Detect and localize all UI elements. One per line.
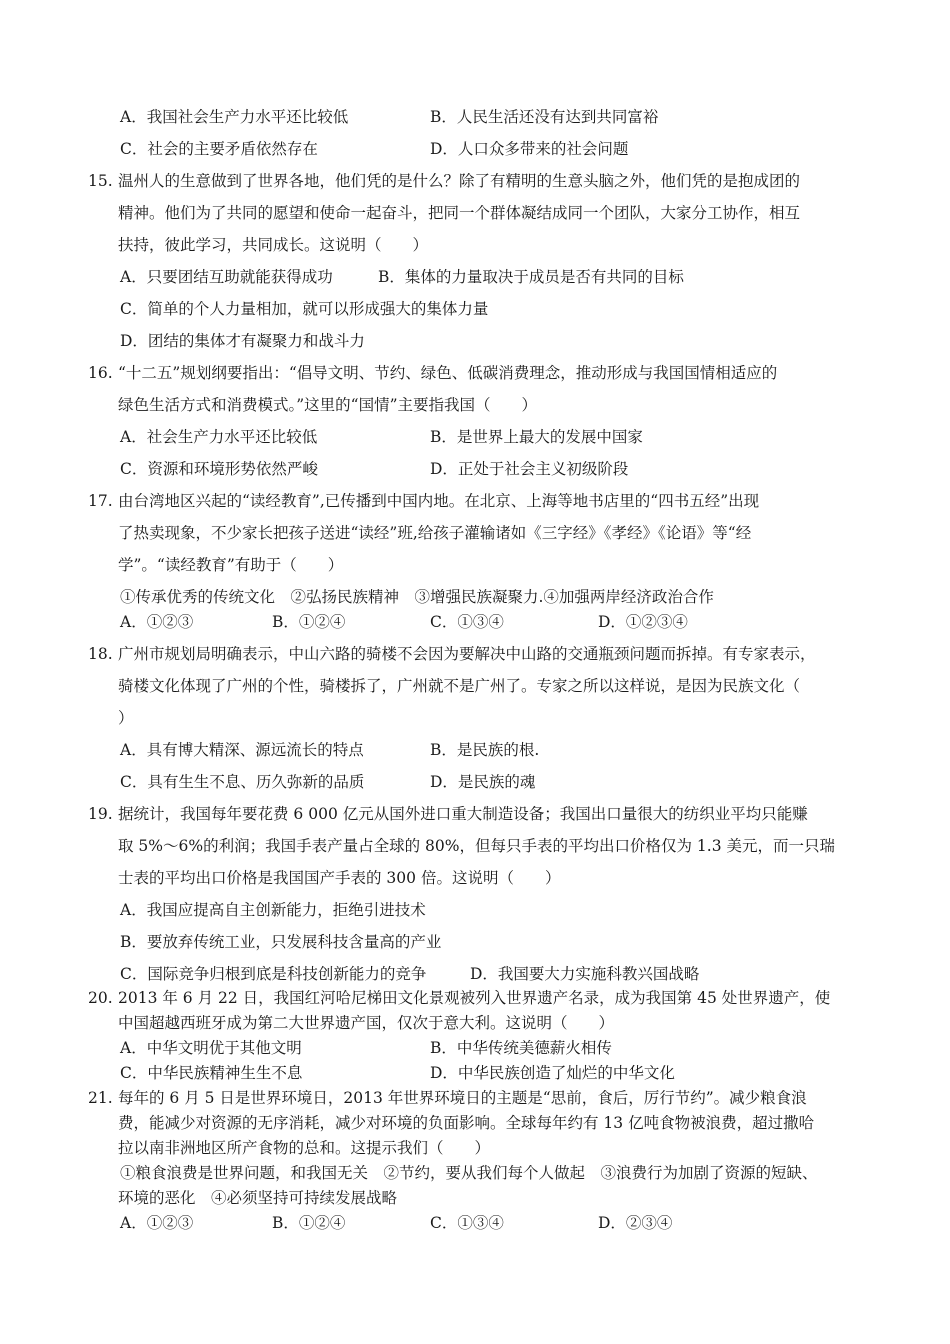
q15-stem-line-2: 精神。他们为了共同的愿望和使命一起奋斗，把同一个群体凝结成同一个团队，大家分工协作，相互 xyxy=(118,204,801,222)
q16-stem-line-1 xyxy=(88,363,777,383)
q16-number: 16. xyxy=(88,364,113,382)
q17-option-c: C．①③④ xyxy=(430,613,504,631)
q17-stem-line-1 xyxy=(88,491,759,511)
q15-stem-line-1 xyxy=(88,171,800,191)
q21-option-d: D．②③④ xyxy=(598,1214,673,1232)
q18-option-d: D．是民族的魂 xyxy=(430,773,536,791)
q17-stem-line-2: 了热卖现象，不少家长把孩子送进“读经”班,给孩子灌输诸如《三字经》《孝经》《论语》等“经 xyxy=(118,524,752,542)
q15-stem-text-1: 温州人的生意做到了世界各地，他们凭的是什么？除了有精明的生意头脑之外，他们凭的是抱成团的 xyxy=(118,172,801,190)
q16-stem-text-1: “十二五”规划纲要指出：“倡导文明、节约、绿色、低碳消费理念，推动形成与我国国情相适应的 xyxy=(118,364,778,382)
q18-stem-text-1: 广州市规划局明确表示，中山六路的骑楼不会因为要解决中山路的交通瓶颈问题而拆掉。有专家表示， xyxy=(118,645,816,663)
q15-stem-line-3: 扶持，彼此学习，共同成长。这说明（ ） xyxy=(118,236,429,254)
q21-option-a: A．①②③ xyxy=(120,1214,194,1232)
q15-option-d: D．团结的集体才有凝聚力和战斗力 xyxy=(120,332,365,350)
q20-option-a: A．中华文明优于其他文明 xyxy=(120,1039,302,1057)
q19-option-a: A．我国应提高自主创新能力，拒绝引进技术 xyxy=(120,901,426,919)
q17-stem-text-1: 由台湾地区兴起的“读经教育”,已传播到中国内地。在北京、上海等地书店里的“四书五经”出现 xyxy=(118,492,760,510)
q20-option-b: B．中华传统美德薪火相传 xyxy=(430,1039,612,1057)
q19-option-c: C．国际竞争归根到底是科技创新能力的竞争 xyxy=(120,965,427,983)
q20-number: 20. xyxy=(88,989,113,1007)
q17-option-a: A．①②③ xyxy=(120,613,194,631)
q19-stem-line-3: 士表的平均出口价格是我国国产手表的 300 倍。这说明（ ） xyxy=(118,869,561,887)
q17-statements: ①传承优秀的传统文化 ②弘扬民族精神 ③增强民族凝聚力.④加强两岸经济政治合作 xyxy=(120,588,714,606)
q18-stem-line-2: 骑楼文化体现了广州的个性，骑楼拆了，广州就不是广州了。专家之所以这样说，是因为民族文化（ xyxy=(118,677,801,695)
q18-option-b: B．是民族的根. xyxy=(430,741,540,759)
q16-stem-line-2: 绿色生活方式和消费模式。”这里的“国情”主要指我国（ ） xyxy=(118,396,538,414)
q14-option-c: C．社会的主要矛盾依然存在 xyxy=(120,140,318,158)
q21-stem-line-3: 拉以南非洲地区所产食物的总和。这提示我们（ ） xyxy=(118,1139,491,1157)
q21-stem-line-1 xyxy=(88,1088,807,1108)
q16-option-a: A．社会生产力水平还比较低 xyxy=(120,428,318,446)
q21-number: 21. xyxy=(88,1089,113,1107)
q16-option-d: D．正处于社会主义初级阶段 xyxy=(430,460,629,478)
q20-option-c: C．中华民族精神生生不息 xyxy=(120,1064,303,1082)
q15-option-b: B．集体的力量取决于成员是否有共同的目标 xyxy=(378,268,684,286)
q21-option-b: B．①②④ xyxy=(272,1214,346,1232)
q17-option-b: B．①②④ xyxy=(272,613,346,631)
q17-stem-line-3: 学”。“读经教育”有助于（ ） xyxy=(118,556,344,574)
q20-stem-text-1: 2013 年 6 月 22 日，我国红河哈尼梯田文化景观被列入世界遗产名录，成为我国第 45 处世界遗产，使 xyxy=(118,989,831,1007)
q17-number: 17. xyxy=(88,492,113,510)
q14-option-a: A．我国社会生产力水平还比较低 xyxy=(120,108,349,126)
q21-option-c: C．①③④ xyxy=(430,1214,504,1232)
q21-stem-line-2: 费，能减少对资源的无序消耗，减少对环境的负面影响。全球每年约有 13 亿吨食物被浪费，超过撒哈 xyxy=(118,1114,815,1132)
q18-stem-line-3: ） xyxy=(118,709,134,727)
q19-option-b: B．要放弃传统工业，只发展科技含量高的产业 xyxy=(120,933,442,951)
q15-option-c: C．简单的个人力量相加，就可以形成强大的集体力量 xyxy=(120,300,489,318)
q19-stem-line-2: 取 5%～6%的利润；我国手表产量占全球的 80%，但每只手表的平均出口价格仅为 1.3 美元，而一只瑞 xyxy=(118,837,835,855)
q15-option-a: A．只要团结互助就能获得成功 xyxy=(120,268,333,286)
q20-stem-line-2: 中国超越西班牙成为第二大世界遗产国，仅次于意大利。这说明（ ） xyxy=(118,1014,615,1032)
q20-option-d: D．中华民族创造了灿烂的中华文化 xyxy=(430,1064,675,1082)
q21-statements-line-2: 环境的恶化 ④必须坚持可持续发展战略 xyxy=(118,1189,398,1207)
q16-option-b: B．是世界上最大的发展中国家 xyxy=(430,428,643,446)
q21-stem-text-1: 每年的 6 月 5 日是世界环境日，2013 年世界环境日的主题是“思前，食后，厉行节约”。减少粮食浪 xyxy=(118,1089,807,1107)
q18-option-c: C．具有生生不息、历久弥新的品质 xyxy=(120,773,365,791)
q18-stem-line-1 xyxy=(88,644,816,664)
q16-option-c: C．资源和环境形势依然严峻 xyxy=(120,460,318,478)
q18-number: 18. xyxy=(88,645,113,663)
q19-option-d: D．我国要大力实施科教兴国战略 xyxy=(470,965,700,983)
q21-statements-line-1: ①粮食浪费是世界问题，和我国无关 ②节约，要从我们每个人做起 ③浪费行为加剧了资源的短缺、 xyxy=(120,1164,818,1182)
q17-option-d: D．①②③④ xyxy=(598,613,688,631)
q14-option-b: B．人民生活还没有达到共同富裕 xyxy=(430,108,659,126)
q19-stem-text-1: 据统计，我国每年要花费 6 000 亿元从国外进口重大制造设备；我国出口量很大的纺织业平均只能赚 xyxy=(118,805,808,823)
q18-option-a: A．具有博大精深、源远流长的特点 xyxy=(120,741,364,759)
q14-option-d: D．人口众多带来的社会问题 xyxy=(430,140,629,158)
q15-number: 15. xyxy=(88,172,113,190)
q20-stem-line-1 xyxy=(88,988,830,1008)
q19-stem-line-1 xyxy=(88,804,808,824)
q19-number: 19. xyxy=(88,805,113,823)
